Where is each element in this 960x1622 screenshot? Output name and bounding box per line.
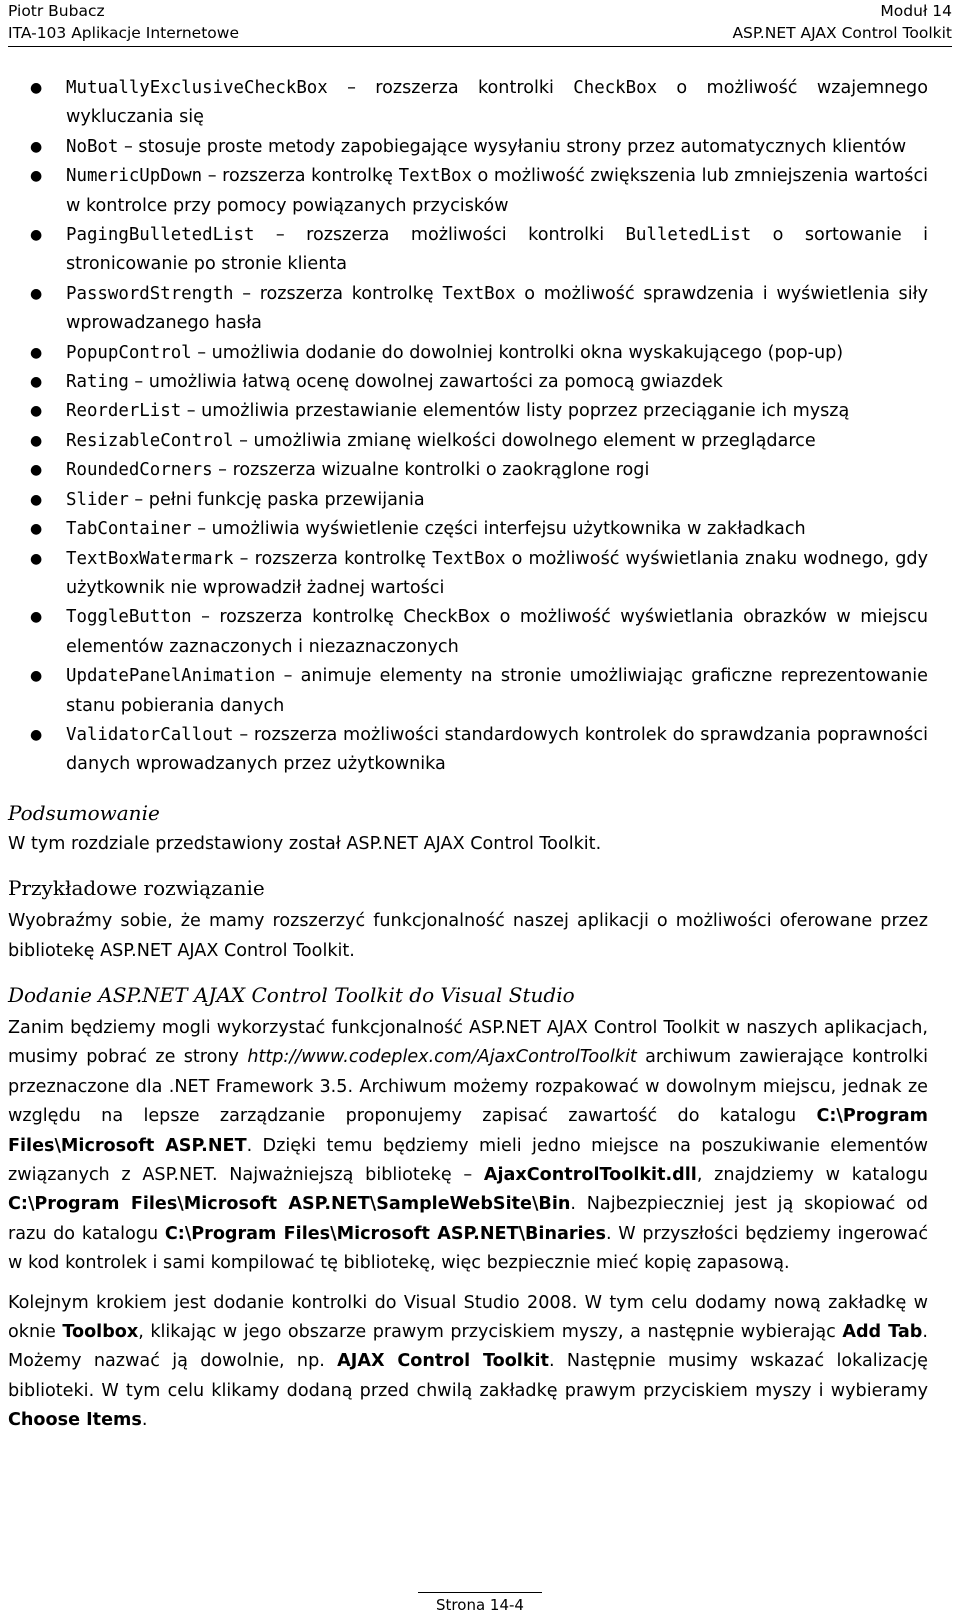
bullet-icon: ●	[30, 609, 43, 626]
feature-description: – umożliwia zmianę wielkości dowolnego element w przeglądarce	[233, 430, 816, 451]
feature-description: – rozszerza kontrolkę	[233, 283, 443, 304]
control-name: UpdatePanelAnimation	[66, 666, 276, 687]
text-segment: . W przyszłości będziemy ingerować w kod kontrolek i sami kompilować tę bibliotekę, więc bezpiecznie mieć kopię zapasową.	[8, 1223, 928, 1274]
control-name: Slider	[66, 489, 129, 510]
footer-divider	[418, 1592, 542, 1593]
tab-name-term: AJAX Control Toolkit	[337, 1351, 549, 1372]
header-course: ITA-103 Aplikacje Internetowe	[8, 24, 239, 42]
text-segment: archiwum zawierające kontrolki przeznaczone dla .NET Framework 3.5. Archiwum możemy rozpakować w dowolnym miejscu, jednak ze względu na lepsze zarządzanie proponujemy zapisać zawartość do katalogu	[8, 1047, 928, 1127]
feature-item	[8, 397, 928, 426]
feature-item	[8, 221, 928, 280]
feature-item	[8, 427, 928, 456]
control-name: PopupControl	[66, 342, 192, 363]
control-name: RoundedCorners	[66, 460, 213, 481]
feature-item	[8, 662, 928, 721]
text-segment: Zanim będziemy mogli wykorzystać funkcjonalność ASP.NET AJAX Control Toolkit w naszych aplikacjach, musimy pobrać ze strony	[8, 1017, 928, 1068]
feature-description: – rozszerza możliwości standardowych kontrolek do sprawdzania poprawności danych wprowadzanych przez użytkownika	[66, 724, 928, 775]
header-left	[8, 0, 239, 44]
code-term: TextBox	[432, 548, 506, 569]
feature-description: – umożliwia wyświetlenie części interfejsu użytkownika w zakładkach	[191, 519, 806, 540]
feature-description: – rozszerza możliwości kontrolki	[254, 225, 626, 246]
feature-description-cont: o możliwość wyświetlania znaku wodnego, gdy użytkownik nie wprowadził żadnej wartości	[66, 548, 929, 598]
text-segment: . Najbezpieczniej jest ją skopiować od razu do katalogu	[8, 1194, 928, 1244]
code-term: TextBox	[398, 166, 472, 187]
control-name: Rating	[66, 372, 129, 393]
control-name: NoBot	[66, 136, 119, 157]
feature-description-cont: o możliwość sprawdzenia i wyświetlenia siły wprowadzanego hasła	[66, 283, 928, 334]
bullet-icon: ●	[30, 432, 43, 449]
code-term: TextBox	[442, 283, 516, 304]
header-author: Piotr Bubacz	[8, 2, 105, 20]
feature-item	[8, 515, 928, 544]
adding-heading: Dodanie ASP.NET AJAX Control Toolkit do Visual Studio	[8, 982, 575, 1007]
bullet-icon: ●	[30, 344, 43, 361]
bullet-icon: ●	[30, 550, 43, 567]
feature-item	[8, 74, 928, 133]
header-right	[732, 0, 952, 44]
page-header	[8, 0, 952, 47]
feature-description-cont: o sortowanie i stronicowanie po stronie klienta	[66, 225, 928, 275]
header-module: Moduł 14	[880, 2, 952, 20]
feature-description: – pełni funkcję paska przewijania	[128, 489, 425, 510]
feature-item	[8, 456, 928, 485]
text-segment: . Następnie musimy wskazać lokalizację biblioteki. W tym celu klikamy dodaną przed chwilą zakładkę prawym przyciskiem myszy i wybieramy	[8, 1351, 928, 1401]
feature-item	[8, 133, 928, 162]
control-name: PasswordStrength	[66, 283, 234, 304]
control-name: ValidatorCallout	[66, 724, 234, 745]
feature-description: – umożliwia przestawianie elementów listy poprzez przeciąganie ich myszą	[181, 401, 850, 422]
control-name: PagingBulletedList	[66, 225, 255, 246]
path-bin: C:\Program Files\Microsoft ASP.NET\SampleWebSite\Bin	[8, 1194, 571, 1215]
bullet-icon: ●	[30, 227, 43, 244]
toolbox-term: Toolbox	[62, 1322, 139, 1343]
control-name: TextBoxWatermark	[66, 548, 234, 569]
dll-name: AjaxControlToolkit.dll	[483, 1165, 697, 1185]
feature-item	[8, 280, 928, 339]
text-segment: .	[141, 1410, 148, 1431]
codeplex-url: http://www.codeplex.com/AjaxControlToolkit	[247, 1047, 637, 1068]
feature-description: – rozszerza wizualne kontrolki o zaokrąglone rogi	[212, 460, 650, 481]
feature-item	[8, 603, 928, 662]
bullet-icon: ●	[30, 726, 43, 743]
feature-list	[8, 74, 928, 780]
feature-item	[8, 486, 928, 515]
feature-description: – rozszerza kontrolkę CheckBox o możliwość wyświetlania obrazków w miejscu elementów zaznaczonych i niezaznaczonych	[66, 607, 928, 657]
text-segment: , znajdziemy w katalogu	[696, 1165, 928, 1185]
feature-description: – rozszerza kontrolki	[327, 78, 574, 98]
text-segment: , klikając w jego obszarze prawym przyciskiem myszy, a następnie wybierając	[138, 1322, 843, 1343]
feature-description: – umożliwia łatwą ocenę dowolnej zawartości za pomocą gwiazdek	[128, 372, 723, 393]
bullet-icon: ●	[30, 521, 43, 538]
feature-description-cont: o możliwość wzajemnego wykluczania się	[66, 78, 928, 128]
feature-item	[8, 368, 928, 397]
path-binaries: C:\Program Files\Microsoft ASP.NET\Binaries	[164, 1223, 606, 1244]
page-number: Strona 14-4	[436, 1596, 524, 1614]
adding-paragraph-2	[8, 1289, 928, 1436]
header-topic: ASP.NET AJAX Control Toolkit	[732, 24, 952, 42]
example-text: Wyobraźmy sobie, że mamy rozszerzyć funkcjonalność naszej aplikacji o możliwości oferowane przez bibliotekę ASP.NET AJAX Control Toolkit.	[8, 911, 928, 961]
bullet-icon: ●	[30, 285, 43, 302]
feature-item	[8, 721, 928, 780]
add-tab-term: Add Tab	[842, 1322, 923, 1343]
summary-text: W tym rozdziale przedstawiony został ASP.NET AJAX Control Toolkit.	[8, 833, 602, 854]
feature-description: – animuje elementy na stronie umożliwiając graficzne reprezentowanie stanu pobierania danych	[66, 666, 928, 716]
path-program-files: C:\Program Files\Microsoft ASP.NET	[8, 1106, 928, 1156]
text-segment: . Dzięki temu będziemy mieli jedno miejsce na poszukiwanie elementów związanych z ASP.NET. Najważniejszą bibliotekę –	[8, 1135, 928, 1185]
feature-description: – rozszerza kontrolkę	[202, 166, 399, 187]
bullet-icon: ●	[30, 462, 43, 479]
bullet-icon: ●	[30, 168, 43, 185]
control-name: NumericUpDown	[66, 166, 203, 187]
feature-description-cont: o możliwość zwiększenia lub zmniejszenia wartości w kontrolce przy pomocy powiązanych przycisków	[66, 166, 928, 216]
bullet-icon: ●	[30, 374, 43, 391]
example-heading: Przykładowe rozwiązanie	[8, 876, 265, 901]
code-term: BulletedList	[625, 225, 752, 246]
feature-description: – stosuje proste metody zapobiegające wysyłaniu strony przez automatycznych klientów	[118, 136, 907, 157]
summary-heading: Podsumowanie	[8, 800, 160, 825]
adding-paragraph-1	[8, 1014, 928, 1279]
control-name: ToggleButton	[66, 607, 192, 628]
feature-description: – umożliwia dodanie do dowolniej kontrolki okna wyskakującego (pop-up)	[191, 342, 844, 363]
bullet-icon: ●	[30, 138, 43, 155]
choose-items-term: Choose Items	[8, 1410, 142, 1431]
control-name: MutuallyExclusiveCheckBox	[66, 78, 328, 98]
bullet-icon: ●	[30, 668, 43, 685]
code-term: CheckBox	[573, 78, 658, 98]
control-name: TabContainer	[66, 519, 192, 540]
text-segment: Kolejnym krokiem jest dodanie kontrolki do Visual Studio 2008. W tym celu dodamy nową zakładkę w oknie	[8, 1292, 928, 1343]
bullet-icon: ●	[30, 491, 43, 508]
control-name: ResizableControl	[66, 430, 234, 451]
feature-item	[8, 545, 928, 604]
document-body	[8, 74, 928, 1436]
feature-item	[8, 162, 928, 221]
feature-item	[8, 339, 928, 368]
feature-description: – rozszerza kontrolkę	[233, 548, 433, 569]
bullet-icon: ●	[30, 80, 43, 96]
bullet-icon: ●	[30, 403, 43, 420]
text-segment: . Możemy nazwać ją dowolnie, np.	[8, 1322, 928, 1372]
page-footer	[0, 1582, 960, 1622]
control-name: ReorderList	[66, 401, 182, 422]
